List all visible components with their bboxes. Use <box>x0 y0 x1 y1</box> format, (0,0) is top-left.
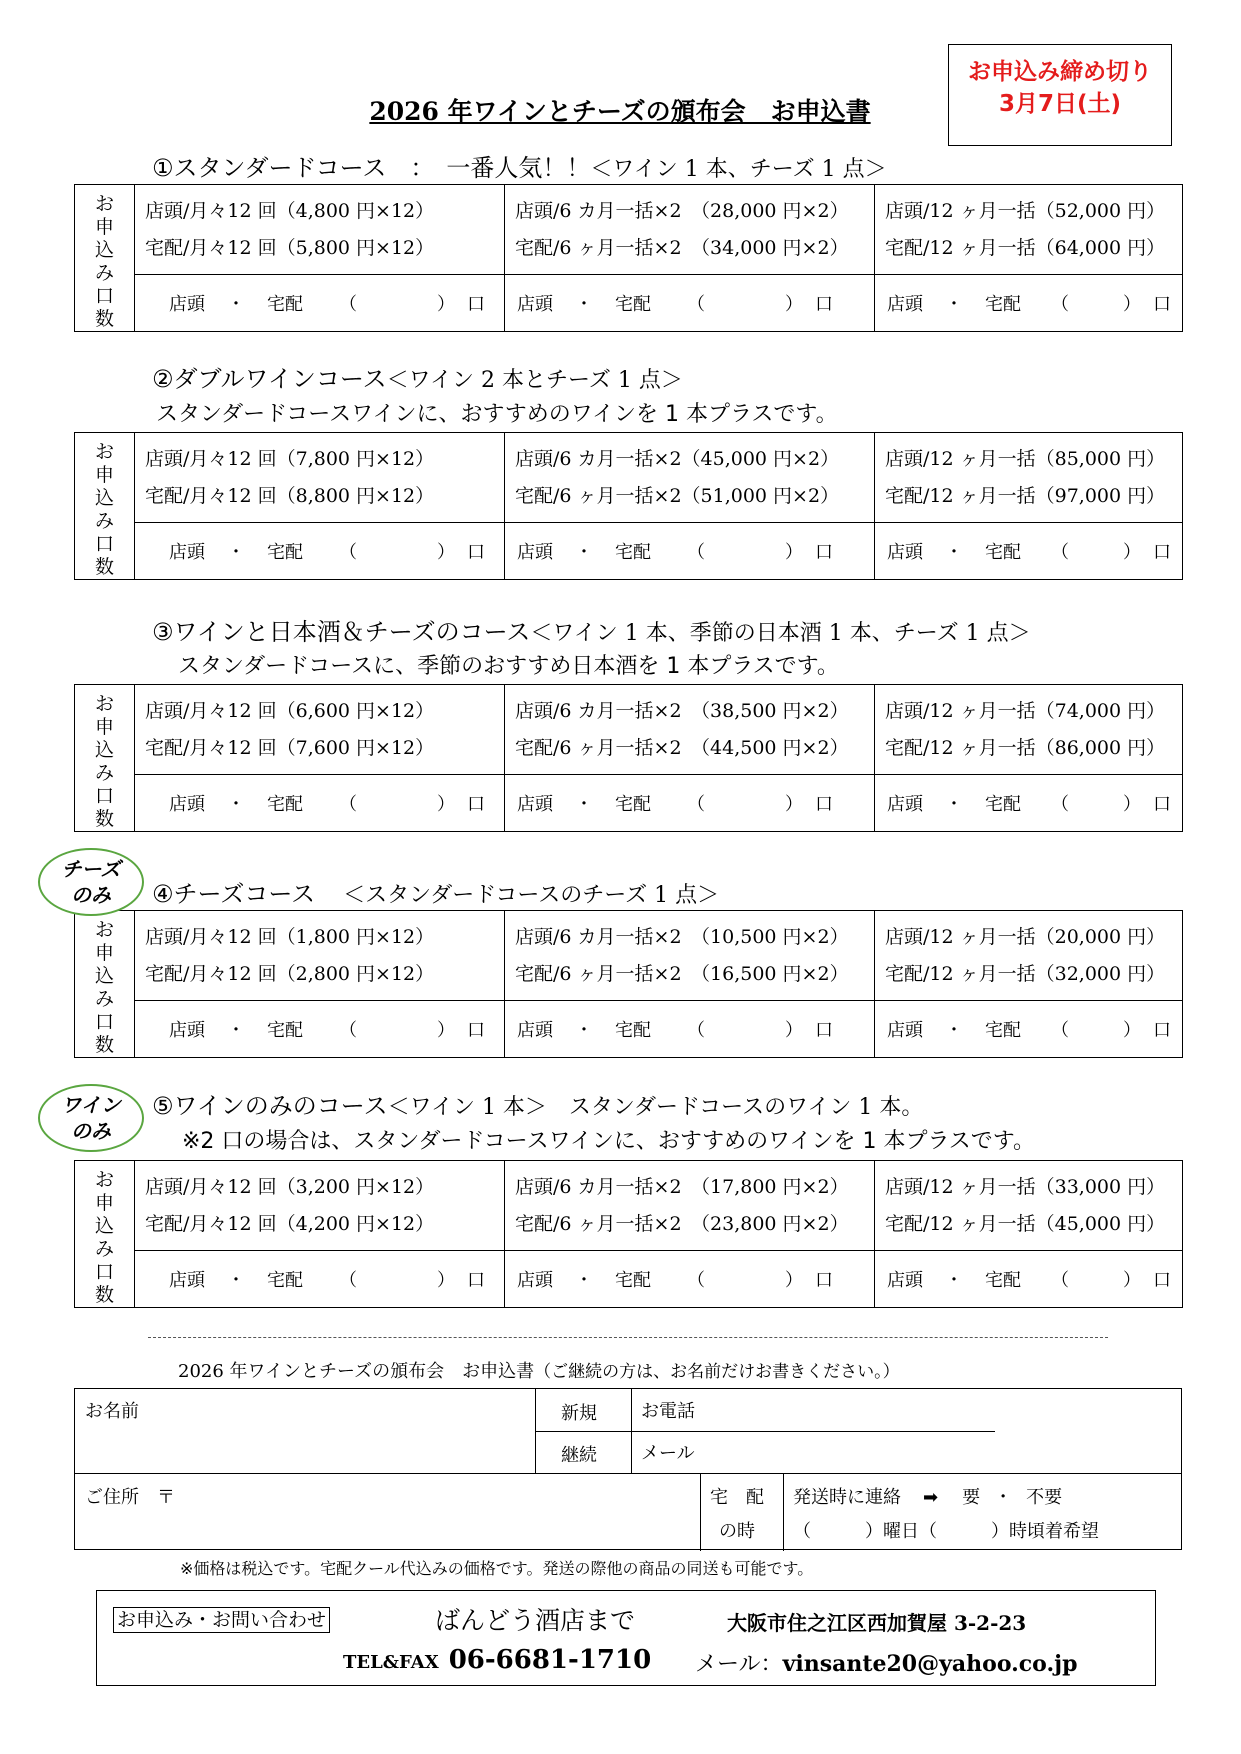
order-field-12month[interactable]: 店頭 ・ 宅配 （ ） 口 <box>875 1251 1183 1308</box>
course-2-table <box>74 432 1183 580</box>
course-5-note: ※2 口の場合は、スタンダードコースワインに、おすすめのワインを 1 本プラスです。 <box>182 1129 1036 1154</box>
order-field-monthly[interactable]: 店頭 ・ 宅配 （ ） 口 <box>135 275 505 332</box>
price-12month: 店頭/12 ヶ月一括（20,000 円） 宅配/12 ヶ月一括（32,000 円） <box>875 911 1183 1001</box>
course-1-title: ①スタンダードコース ： 一番人気！！ <box>152 154 591 182</box>
price-12month: 店頭/12 ヶ月一括（52,000 円） 宅配/12 ヶ月一括（64,000 円） <box>875 185 1183 275</box>
course-2-heading <box>152 359 683 394</box>
shop-name: ばんどう酒店まで <box>435 1606 636 1635</box>
order-field-6month[interactable]: 店頭 ・ 宅配 （ ） 口 <box>505 1001 875 1058</box>
course-3-note: スタンダードコースに、季節のおすすめ日本酒を 1 本プラスです。 <box>178 654 839 679</box>
badge-line1: チーズ <box>61 857 121 881</box>
delivery-time-label-2: の時 <box>719 1521 755 1542</box>
course-4-sub: ＜スタンダードコースのチーズ 1 点＞ <box>343 883 720 908</box>
deadline-date: 3月7日(土) <box>998 91 1122 117</box>
badge-line2: のみ <box>71 883 111 907</box>
order-count-label: お 申 込 み 口 数 <box>75 911 135 1058</box>
mail-row: メール：vinsante20@yahoo.co.jp <box>695 1651 1078 1677</box>
order-field-12month[interactable]: 店頭 ・ 宅配 （ ） 口 <box>875 775 1183 832</box>
form-title: 2026 年ワインとチーズの頒布会 お申込書（ご継続の方は、お名前だけお書きください。） <box>178 1361 900 1382</box>
course-4-heading <box>152 874 719 909</box>
mail-address[interactable]: vinsante20@yahoo.co.jp <box>782 1651 1078 1677</box>
ship-contact-option[interactable]: 発送時に連絡 ➡ 要 ・ 不要 <box>793 1487 1063 1508</box>
order-count-label: お 申 込 み 口 数 <box>75 185 135 332</box>
price-6month: 店頭/6 カ月一括×2 （38,500 円×2） 宅配/6 ヶ月一括×2 （44,500 円×2） <box>505 685 875 775</box>
phone-field[interactable]: お電話 <box>641 1401 695 1422</box>
badge-line1: ワイン <box>61 1093 121 1117</box>
price-monthly: 店頭/月々12 回（6,600 円×12） 宅配/月々12 回（7,600 円×12） <box>135 685 505 775</box>
address-field[interactable]: ご住所 〒 <box>85 1487 175 1508</box>
course-1-sub: ＜ワイン 1 本、チーズ 1 点＞ <box>590 157 887 182</box>
cut-line <box>148 1337 1108 1338</box>
tel-number: 06-6681-1710 <box>448 1645 652 1675</box>
price-6month: 店頭/6 カ月一括×2 （28,000 円×2） 宅配/6 ヶ月一括×2 （34,000 円×2） <box>505 185 875 275</box>
price-monthly: 店頭/月々12 回（1,800 円×12） 宅配/月々12 回（2,800 円×12） <box>135 911 505 1001</box>
order-field-monthly[interactable]: 店頭 ・ 宅配 （ ） 口 <box>135 775 505 832</box>
course-2-sub: ＜ワイン 2 本とチーズ 1 点＞ <box>386 368 683 393</box>
course-4-title: ④チーズコース <box>152 880 316 908</box>
order-count-label: お 申 込 み 口 数 <box>75 433 135 580</box>
contact-box <box>96 1590 1156 1686</box>
order-field-monthly[interactable]: 店頭 ・ 宅配 （ ） 口 <box>135 1001 505 1058</box>
arrow-icon: ➡ <box>923 1487 939 1508</box>
course-5-heading <box>152 1086 923 1121</box>
order-field-12month[interactable]: 店頭 ・ 宅配 （ ） 口 <box>875 523 1183 580</box>
course-5-table <box>74 1160 1183 1308</box>
order-field-6month[interactable]: 店頭 ・ 宅配 （ ） 口 <box>505 275 875 332</box>
order-field-12month[interactable]: 店頭 ・ 宅配 （ ） 口 <box>875 1001 1183 1058</box>
cheese-only-badge <box>38 848 144 916</box>
deadline-box <box>948 44 1172 146</box>
order-field-6month[interactable]: 店頭 ・ 宅配 （ ） 口 <box>505 523 875 580</box>
course-2-note: スタンダードコースワインに、おすすめのワインを 1 本プラスです。 <box>156 402 838 427</box>
course-5-sub: ＜ワイン 1 本＞ スタンダードコースのワイン 1 本。 <box>387 1095 924 1120</box>
order-count-label: お 申 込 み 口 数 <box>75 685 135 832</box>
course-2-title: ②ダブルワインコース <box>152 365 387 393</box>
course-1-heading <box>152 148 887 183</box>
order-field-monthly[interactable]: 店頭 ・ 宅配 （ ） 口 <box>135 523 505 580</box>
order-field-6month[interactable]: 店頭 ・ 宅配 （ ） 口 <box>505 775 875 832</box>
delivery-weekday-field[interactable]: （ ）曜日（ ）時頃着希望 <box>793 1521 1099 1542</box>
price-monthly: 店頭/月々12 回（7,800 円×12） 宅配/月々12 回（8,800 円×12） <box>135 433 505 523</box>
course-4-table <box>74 910 1183 1058</box>
deadline-line1: お申込み締め切り <box>968 59 1152 85</box>
delivery-time-label: 宅 配 <box>710 1487 764 1508</box>
tel-row: TEL&FAX 06-6681-1710 <box>343 1645 652 1675</box>
shop-address: 大阪市住之江区西加賀屋 3-2-23 <box>727 1611 1027 1635</box>
course-5-title: ⑤ワインのみのコース <box>152 1092 388 1120</box>
price-6month: 店頭/6 カ月一括×2（45,000 円×2） 宅配/6 ヶ月一括×2（51,000 円×2） <box>505 433 875 523</box>
application-form <box>74 1388 1182 1550</box>
order-count-label: お 申 込 み 口 数 <box>75 1161 135 1308</box>
price-12month: 店頭/12 ヶ月一括（74,000 円） 宅配/12 ヶ月一括（86,000 円） <box>875 685 1183 775</box>
page-title: 2026 年ワインとチーズの頒布会 お申込書 <box>369 97 871 126</box>
price-12month: 店頭/12 ヶ月一括（33,000 円） 宅配/12 ヶ月一括（45,000 円） <box>875 1161 1183 1251</box>
continue-checkbox[interactable]: 継続 <box>561 1445 597 1466</box>
course-1-table <box>74 184 1183 332</box>
price-monthly: 店頭/月々12 回（3,200 円×12） 宅配/月々12 回（4,200 円×12） <box>135 1161 505 1251</box>
order-field-6month[interactable]: 店頭 ・ 宅配 （ ） 口 <box>505 1251 875 1308</box>
order-field-12month[interactable]: 店頭 ・ 宅配 （ ） 口 <box>875 275 1183 332</box>
new-checkbox[interactable]: 新規 <box>561 1403 597 1424</box>
price-12month: 店頭/12 ヶ月一括（85,000 円） 宅配/12 ヶ月一括（97,000 円） <box>875 433 1183 523</box>
price-notice: ※価格は税込です。宅配クール代込みの価格です。発送の際他の商品の同送も可能です。 <box>180 1559 814 1578</box>
course-3-heading <box>152 612 1031 647</box>
course-3-title: ③ワインと日本酒＆チーズのコース <box>152 618 531 646</box>
order-field-monthly[interactable]: 店頭 ・ 宅配 （ ） 口 <box>135 1251 505 1308</box>
contact-label: お申込み・お問い合わせ <box>113 1607 330 1633</box>
price-6month: 店頭/6 カ月一括×2 （10,500 円×2） 宅配/6 ヶ月一括×2 （16,500 円×2） <box>505 911 875 1001</box>
wine-only-badge <box>38 1084 144 1152</box>
course-3-table <box>74 684 1183 832</box>
badge-line2: のみ <box>71 1119 111 1143</box>
price-6month: 店頭/6 カ月一括×2 （17,800 円×2） 宅配/6 ヶ月一括×2 （23,800 円×2） <box>505 1161 875 1251</box>
price-monthly: 店頭/月々12 回（4,800 円×12） 宅配/月々12 回（5,800 円×12） <box>135 185 505 275</box>
mail-field[interactable]: メール <box>641 1443 695 1464</box>
name-field[interactable]: お名前 <box>85 1401 139 1422</box>
course-3-sub: ＜ワイン 1 本、季節の日本酒 1 本、チーズ 1 点＞ <box>530 621 1031 646</box>
